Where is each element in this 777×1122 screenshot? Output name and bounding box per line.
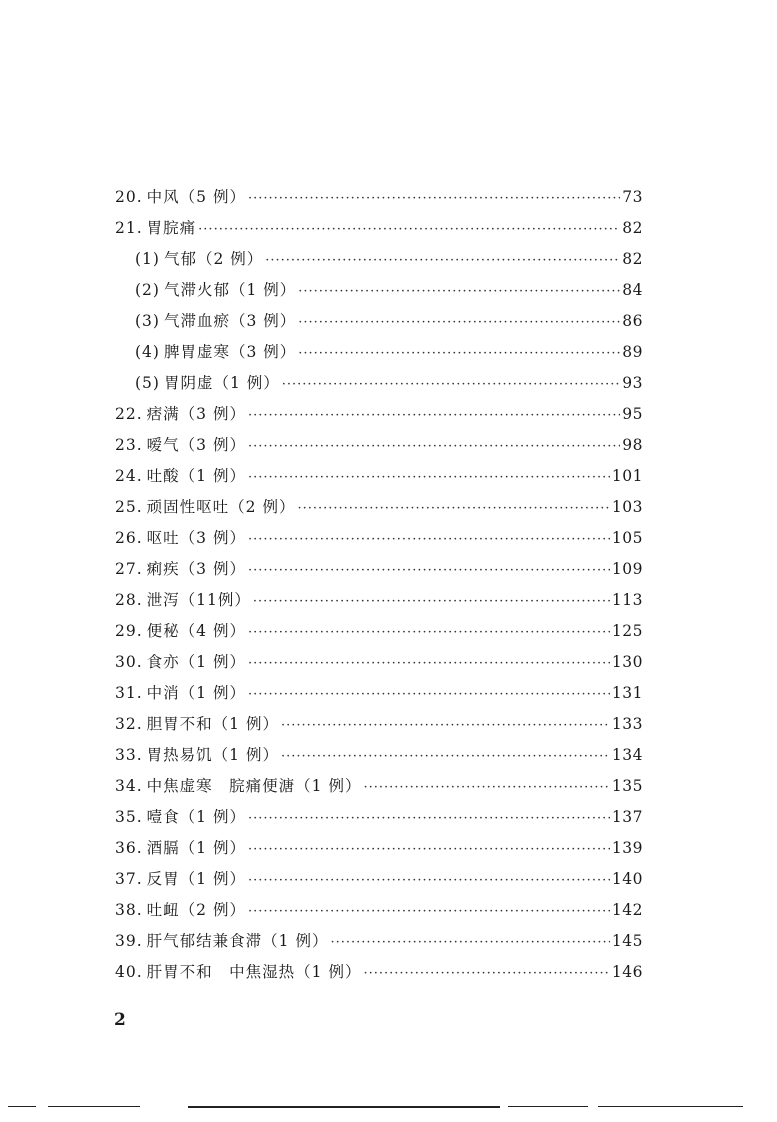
toc-entry: [115, 926, 643, 957]
toc-entry-label: [115, 864, 246, 895]
toc-entry-label: [115, 957, 361, 988]
toc-entry-number: (3): [135, 312, 160, 330]
toc-entry-title: 顽固性呕吐（2 例）: [146, 498, 296, 516]
toc-entry: [115, 306, 643, 337]
toc-entry-page: 101: [611, 467, 643, 485]
toc-entry-label: [135, 306, 296, 337]
toc-entry-title: 胃脘痛: [146, 219, 197, 237]
toc-entry-label: [115, 709, 279, 740]
toc-entry-title: 呕吐（3 例）: [146, 529, 246, 547]
toc-entry: [115, 523, 643, 554]
toc-entry-page: 142: [611, 901, 643, 919]
toc-entry-number: 36.: [115, 839, 143, 857]
toc-entry-page: 82: [622, 250, 643, 268]
dot-leader: [298, 276, 620, 307]
toc-entry-title: 吐酸（1 例）: [146, 467, 246, 485]
toc-entry-number: 31.: [115, 684, 143, 702]
dot-leader: [281, 710, 610, 741]
toc-entry-title: 气滞血瘀（3 例）: [163, 312, 297, 330]
toc-entry: [115, 368, 643, 399]
toc-entry-title: 肝气郁结兼食滞（1 例）: [146, 932, 329, 950]
toc-entry-title: 噎食（1 例）: [146, 808, 246, 826]
toc-entry-label: [115, 585, 251, 616]
toc-entry-label: [115, 182, 246, 213]
toc-entry-title: 反胃（1 例）: [146, 870, 246, 888]
toc-entry-number: 26.: [115, 529, 143, 547]
toc-entry-page: 93: [622, 374, 643, 392]
table-of-contents: [115, 182, 643, 988]
dot-leader: [248, 896, 610, 927]
dot-leader: [198, 214, 620, 245]
toc-entry-number: (2): [135, 281, 160, 299]
toc-entry-number: 30.: [115, 653, 143, 671]
toc-entry: [115, 616, 643, 647]
toc-entry-title: 脾胃虚寒（3 例）: [163, 343, 297, 361]
toc-entry-number: 34.: [115, 777, 143, 795]
toc-entry: [115, 182, 643, 213]
toc-entry-number: 28.: [115, 591, 143, 609]
toc-entry-title: 胃热易饥（1 例）: [146, 746, 279, 764]
toc-entry-title: 气郁（2 例）: [163, 250, 264, 268]
toc-entry-page: 134: [611, 746, 643, 764]
toc-entry-page: 109: [611, 560, 643, 578]
toc-entry-page: 86: [622, 312, 643, 330]
bottom-rule: [508, 1106, 588, 1107]
dot-leader: [248, 679, 610, 710]
toc-entry: [115, 585, 643, 616]
toc-entry-page: 137: [611, 808, 643, 826]
toc-entry: [115, 461, 643, 492]
toc-entry-page: 95: [622, 405, 643, 423]
toc-entry-label: [115, 647, 246, 678]
toc-entry-page: 133: [611, 715, 643, 733]
toc-entry-number: 22.: [115, 405, 143, 423]
toc-entry-number: 37.: [115, 870, 143, 888]
toc-entry-number: 40.: [115, 963, 143, 981]
toc-entry-label: [115, 461, 246, 492]
dot-leader: [298, 338, 620, 369]
toc-entry-title: 吐衄（2 例）: [146, 901, 246, 919]
toc-entry-number: 21.: [115, 219, 143, 237]
toc-entry: [115, 802, 643, 833]
toc-entry: [115, 399, 643, 430]
toc-entry-label: [115, 926, 328, 957]
toc-entry-title: 胃阴虚（1 例）: [163, 374, 280, 392]
toc-entry-label: [115, 554, 246, 585]
dot-leader: [253, 586, 610, 617]
toc-entry-label: [135, 368, 280, 399]
toc-entry-number: 35.: [115, 808, 143, 826]
toc-entry-label: [135, 244, 263, 275]
toc-entry-title: 中消（1 例）: [146, 684, 246, 702]
toc-entry-number: 29.: [115, 622, 143, 640]
toc-entry: [115, 833, 643, 864]
toc-entry-number: 33.: [115, 746, 143, 764]
toc-entry-label: [115, 616, 246, 647]
toc-entry-number: (5): [135, 374, 160, 392]
dot-leader: [248, 400, 620, 431]
bottom-rule: [8, 1106, 36, 1107]
toc-entry-number: 23.: [115, 436, 143, 454]
toc-entry-label: [115, 678, 246, 709]
toc-entry: [115, 647, 643, 678]
toc-entry-page: 131: [611, 684, 643, 702]
dot-leader: [248, 183, 620, 214]
toc-entry-title: 中焦虚寒 脘痛便溏（1 例）: [146, 777, 362, 795]
toc-entry: [115, 740, 643, 771]
toc-entry-title: 食亦（1 例）: [146, 653, 246, 671]
dot-leader: [281, 741, 610, 772]
toc-entry-page: 140: [611, 870, 643, 888]
toc-entry-title: 酒膈（1 例）: [146, 839, 246, 857]
toc-entry-number: 24.: [115, 467, 143, 485]
dot-leader: [297, 493, 609, 524]
dot-leader: [363, 772, 609, 803]
toc-entry-title: 痞满（3 例）: [146, 405, 246, 423]
toc-entry: [115, 492, 643, 523]
bottom-rule: [48, 1106, 140, 1107]
dot-leader: [248, 648, 610, 679]
toc-entry-number: (4): [135, 343, 160, 361]
toc-entry-page: 98: [622, 436, 643, 454]
toc-entry: [115, 213, 643, 244]
toc-entry: [115, 895, 643, 926]
toc-entry-number: 27.: [115, 560, 143, 578]
toc-entry-title: 肝胃不和 中焦湿热（1 例）: [146, 963, 362, 981]
toc-entry: [115, 554, 643, 585]
toc-entry-page: 82: [622, 219, 643, 237]
toc-entry-page: 125: [611, 622, 643, 640]
toc-entry-label: [115, 802, 246, 833]
toc-entry-title: 泄泻（11例）: [146, 591, 251, 609]
toc-entry-label: [115, 895, 246, 926]
toc-entry-number: 25.: [115, 498, 143, 516]
toc-entry-title: 嗳气（3 例）: [146, 436, 246, 454]
toc-entry-label: [115, 771, 361, 802]
page-number: 2: [114, 1010, 126, 1030]
toc-entry-label: [135, 275, 296, 306]
toc-entry-title: 便秘（4 例）: [146, 622, 246, 640]
toc-entry-page: 135: [611, 777, 643, 795]
toc-entry-title: 胆胃不和（1 例）: [146, 715, 279, 733]
toc-entry-page: 145: [611, 932, 643, 950]
toc-entry-label: [115, 492, 295, 523]
dot-leader: [248, 431, 620, 462]
toc-entry: [115, 244, 643, 275]
dot-leader: [248, 462, 610, 493]
toc-entry-page: 84: [622, 281, 643, 299]
toc-entry-number: 32.: [115, 715, 143, 733]
toc-entry-title: 痢疾（3 例）: [146, 560, 246, 578]
bottom-rule: [188, 1106, 500, 1108]
toc-entry-label: [115, 523, 246, 554]
toc-entry-page: 139: [611, 839, 643, 857]
toc-entry-label: [135, 337, 296, 368]
dot-leader: [248, 524, 610, 555]
toc-entry-label: [115, 430, 246, 461]
dot-leader: [248, 555, 610, 586]
toc-entry-number: (1): [135, 250, 160, 268]
toc-entry-label: [115, 213, 196, 244]
toc-entry-label: [115, 833, 246, 864]
toc-entry: [115, 864, 643, 895]
toc-entry-page: 113: [611, 591, 643, 609]
toc-entry-number: 38.: [115, 901, 143, 919]
toc-entry-page: 146: [611, 963, 643, 981]
toc-entry-number: 39.: [115, 932, 143, 950]
toc-entry-page: 130: [611, 653, 643, 671]
dot-leader: [248, 865, 610, 896]
toc-entry-label: [115, 399, 246, 430]
dot-leader: [330, 927, 609, 958]
toc-entry: [115, 771, 643, 802]
toc-entry-page: 103: [611, 498, 643, 516]
toc-entry-title: 中风（5 例）: [146, 188, 246, 206]
toc-entry-title: 气滞火郁（1 例）: [163, 281, 297, 299]
toc-entry: [115, 430, 643, 461]
toc-entry: [115, 337, 643, 368]
dot-leader: [298, 307, 620, 338]
toc-entry-number: 20.: [115, 188, 143, 206]
dot-leader: [248, 803, 610, 834]
toc-entry-label: [115, 740, 279, 771]
toc-entry: [115, 275, 643, 306]
bottom-rule: [598, 1106, 743, 1107]
toc-entry-page: 73: [622, 188, 643, 206]
dot-leader: [363, 958, 609, 989]
toc-entry: [115, 678, 643, 709]
dot-leader: [248, 834, 610, 865]
dot-leader: [265, 245, 620, 276]
dot-leader: [282, 369, 621, 400]
toc-entry-page: 89: [622, 343, 643, 361]
toc-entry-page: 105: [611, 529, 643, 547]
dot-leader: [248, 617, 610, 648]
toc-entry: [115, 957, 643, 988]
toc-entry: [115, 709, 643, 740]
